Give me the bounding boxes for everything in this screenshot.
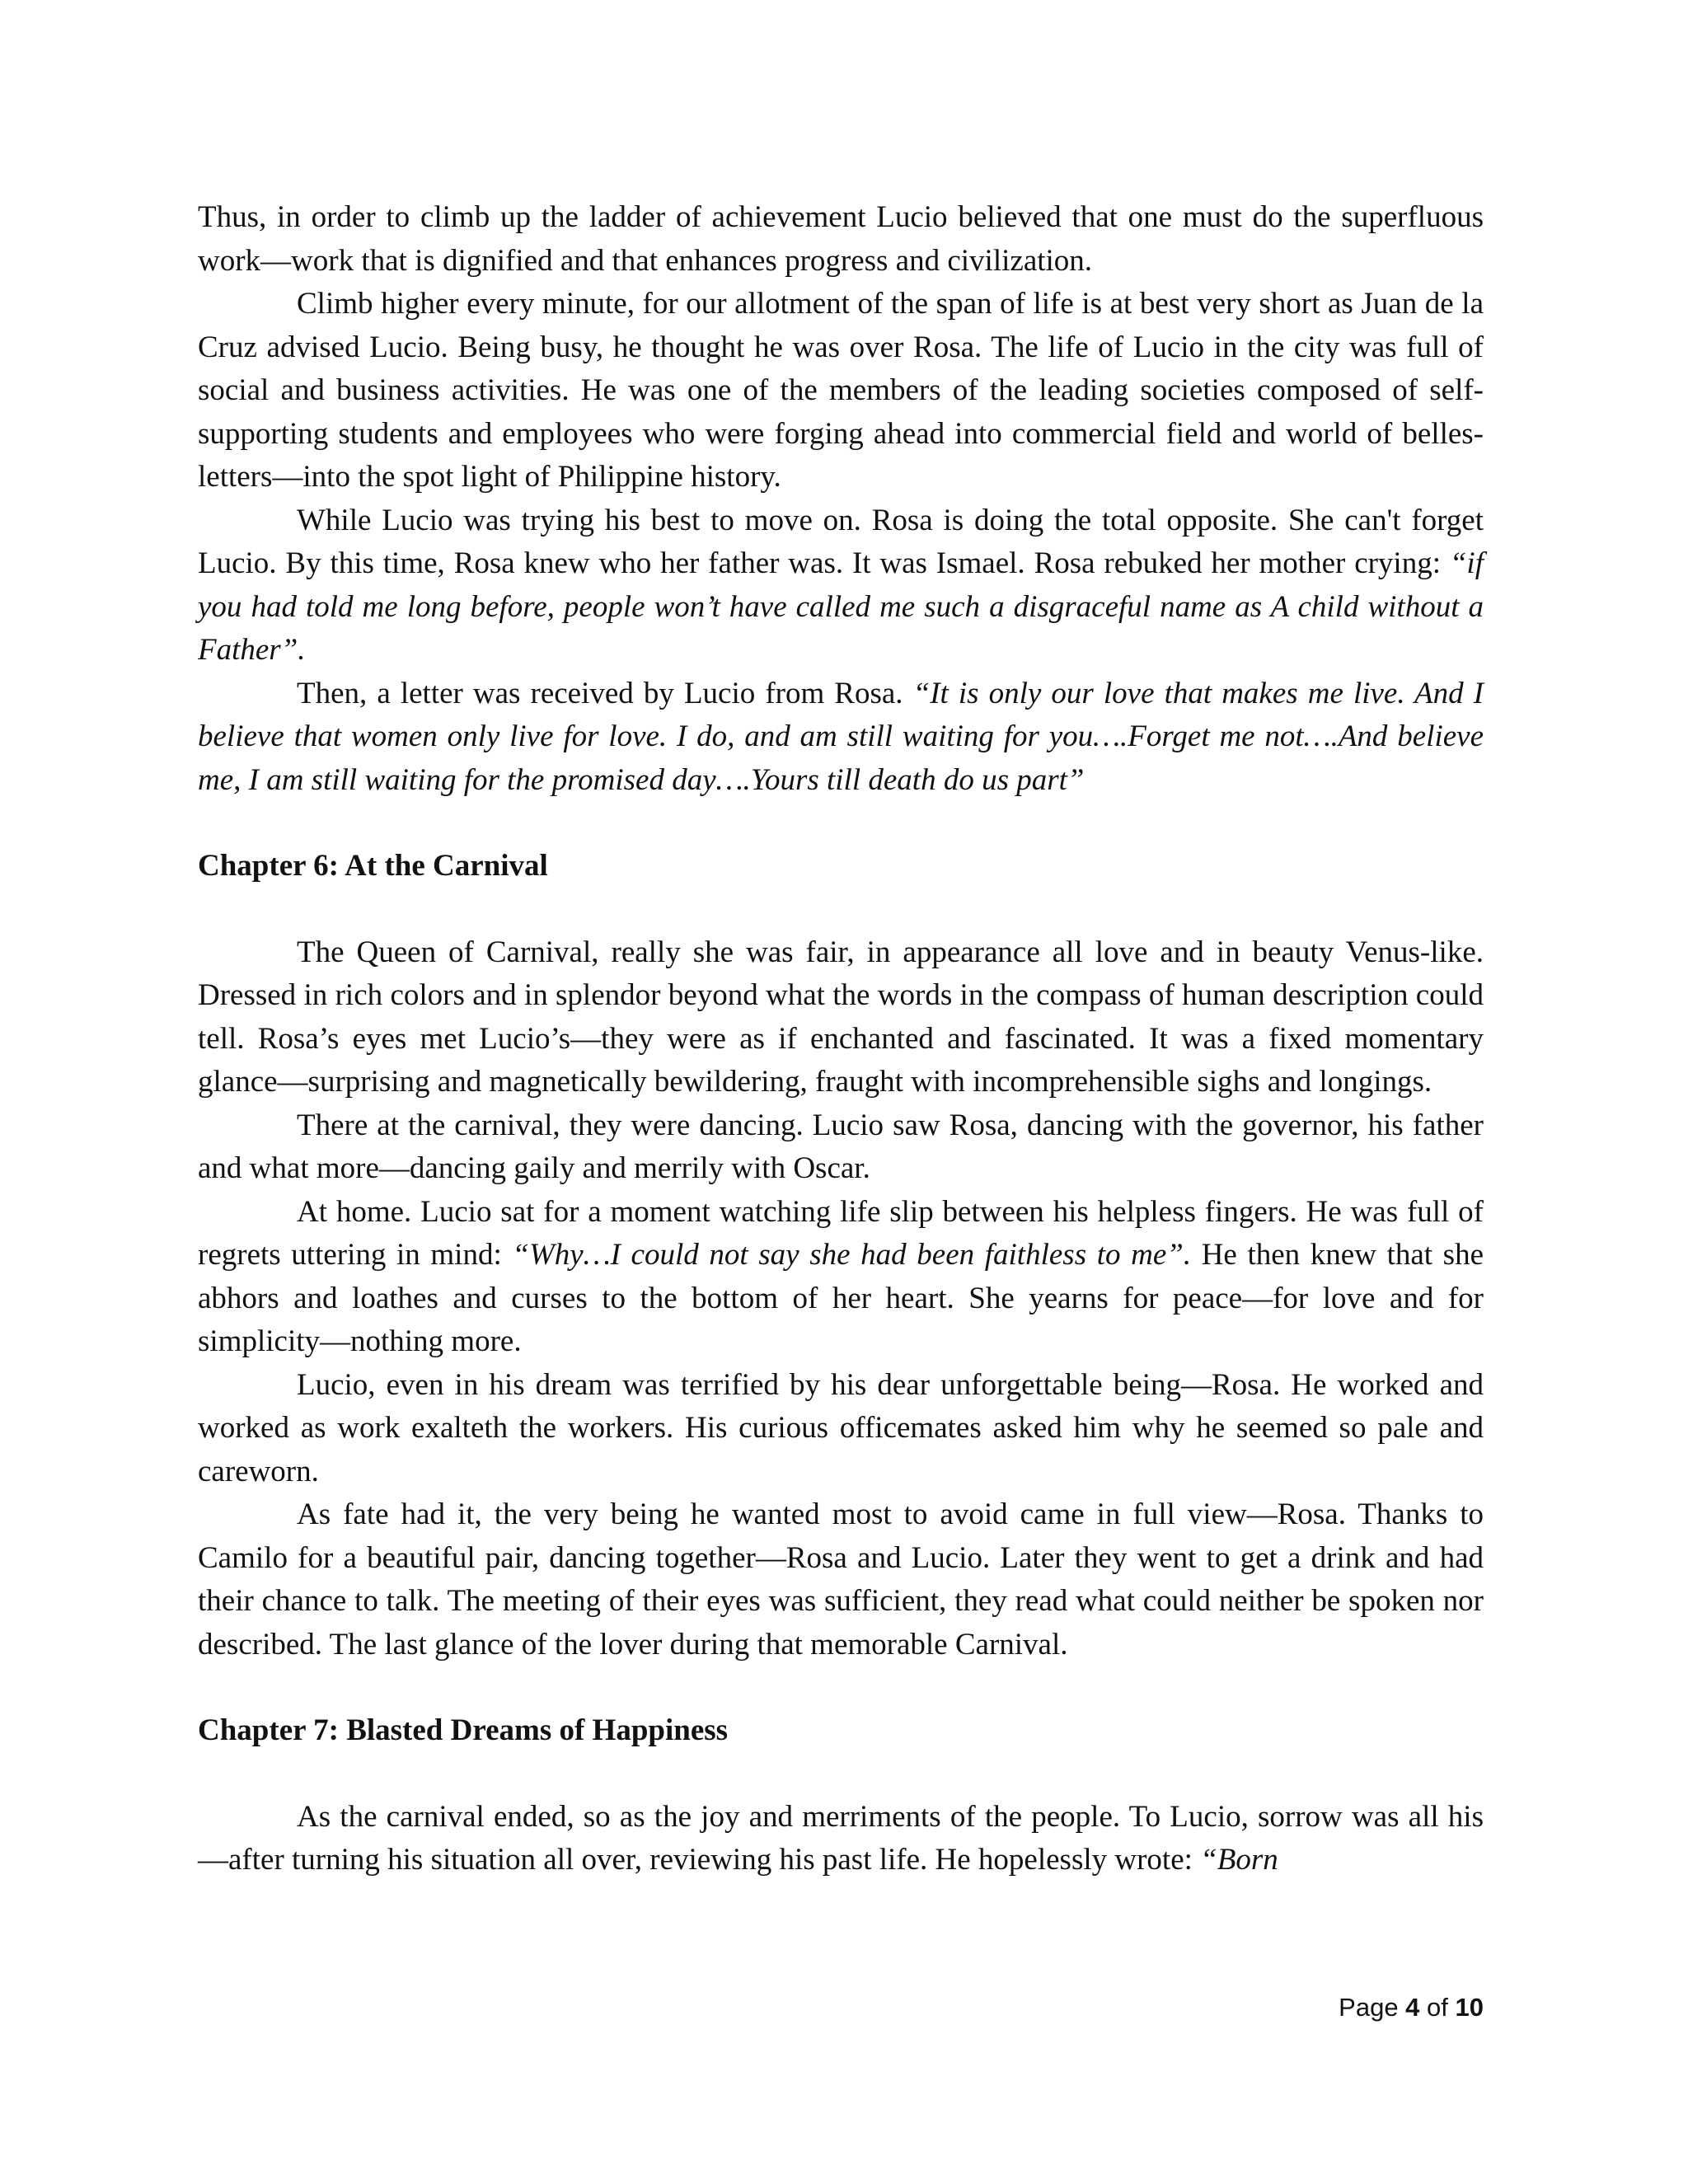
paragraph: There at the carnival, they were dancing. Lucio saw Rosa, dancing with the governor, his father and what more—dancing gaily and merrily with Oscar. xyxy=(198,1108,1484,1185)
paragraph xyxy=(198,1796,1484,1882)
paragraph: Thus, in order to climb up the ladder of achievement Lucio believed that one must do the superfluous work—work that is dignified and that enhances progress and civilization. xyxy=(198,200,1484,278)
paragraph xyxy=(198,499,1484,673)
document-page xyxy=(198,196,1484,1882)
page-number-total: 10 xyxy=(1455,1993,1484,2022)
paragraph-text: At home. Lucio sat for a moment watching life slip between his helpless fingers. He was full of regrets uttering in mind: xyxy=(198,1194,1484,1272)
paragraph: Climb higher every minute, for our allotment of the span of life is at best very short as Juan de la Cruz advised Lucio. Being busy, he thought he was over Rosa. The life of Lucio in the city was full of social and business activities. He was one of the members of the leading societies composed of self-supporting students and employees who were forging ahead into commercial field and world of belles-letters—into the spot light of Philippine history. xyxy=(198,287,1484,494)
paragraph: As fate had it, the very being he wanted most to avoid came in full view—Rosa. Thanks to Camilo for a beautiful pair, dancing together—Rosa and Lucio. Later they went to get a drink and had their chance to talk. The meeting of their eyes was sufficient, they read what could neither be spoken nor described. The last glance of the lover during that memorable Carnival. xyxy=(198,1497,1484,1661)
paragraph-text: Then, a letter was received by Lucio from Rosa. xyxy=(297,676,913,710)
chapter-heading: Chapter 7: Blasted Dreams of Happiness xyxy=(198,1713,729,1747)
paragraph xyxy=(198,673,1484,803)
italic-quote: “Why…I could not say she had been faithless to me”. xyxy=(512,1238,1192,1272)
paragraph: The Queen of Carnival, really she was fair, in appearance all love and in beauty Venus-like. Dressed in rich colors and in splendor beyond what the words in the compass of human description could tell. Rosa’s eyes met Lucio’s—they were as if enchanted and fascinated. It was a fixed momentary glance—surprising and magnetically bewildering, fraught with incomprehensible sighs and longings. xyxy=(198,935,1484,1099)
italic-quote: “if you had told me long before, people won’t have called me such a disgraceful name as A child without a Father”. xyxy=(198,546,1484,667)
paragraph: Lucio, even in his dream was terrified by his dear unforgettable being—Rosa. He worked and worked as work exalteth the workers. His curious officemates asked him why he seemed so pale and careworn. xyxy=(198,1367,1484,1488)
page-number-prefix: Page xyxy=(1339,1993,1406,2022)
paragraph-text: While Lucio was trying his best to move on. Rosa is doing the total opposite. She can't forget Lucio. By this time, Rosa knew who her father was. It was Ismael. Rosa rebuked her mother crying: xyxy=(198,503,1484,580)
italic-quote: “Born xyxy=(1200,1843,1278,1877)
paragraph xyxy=(198,1191,1484,1364)
page-number xyxy=(1339,1993,1484,2022)
page-number-middle: of xyxy=(1419,1993,1456,2022)
paragraph-text: He then knew that she abhors and loathes and curses to the bottom of her heart. She yearns for peace—for love and for simplicity—nothing more. xyxy=(198,1238,1484,1358)
italic-quote: “It is only our love that makes me live. And I believe that women only live for love. I do, and am still waiting for you….Forget me not….And believe me, I am still waiting for the promised day….Yours till death do us part” xyxy=(198,676,1484,797)
page-number-current: 4 xyxy=(1405,1993,1420,2022)
chapter-heading: Chapter 6: At the Carnival xyxy=(198,849,548,883)
paragraph-text: As the carnival ended, so as the joy and merriments of the people. To Lucio, sorrow was all his—after turning his situation all over, reviewing his past life. He hopelessly wrote: xyxy=(198,1799,1484,1877)
